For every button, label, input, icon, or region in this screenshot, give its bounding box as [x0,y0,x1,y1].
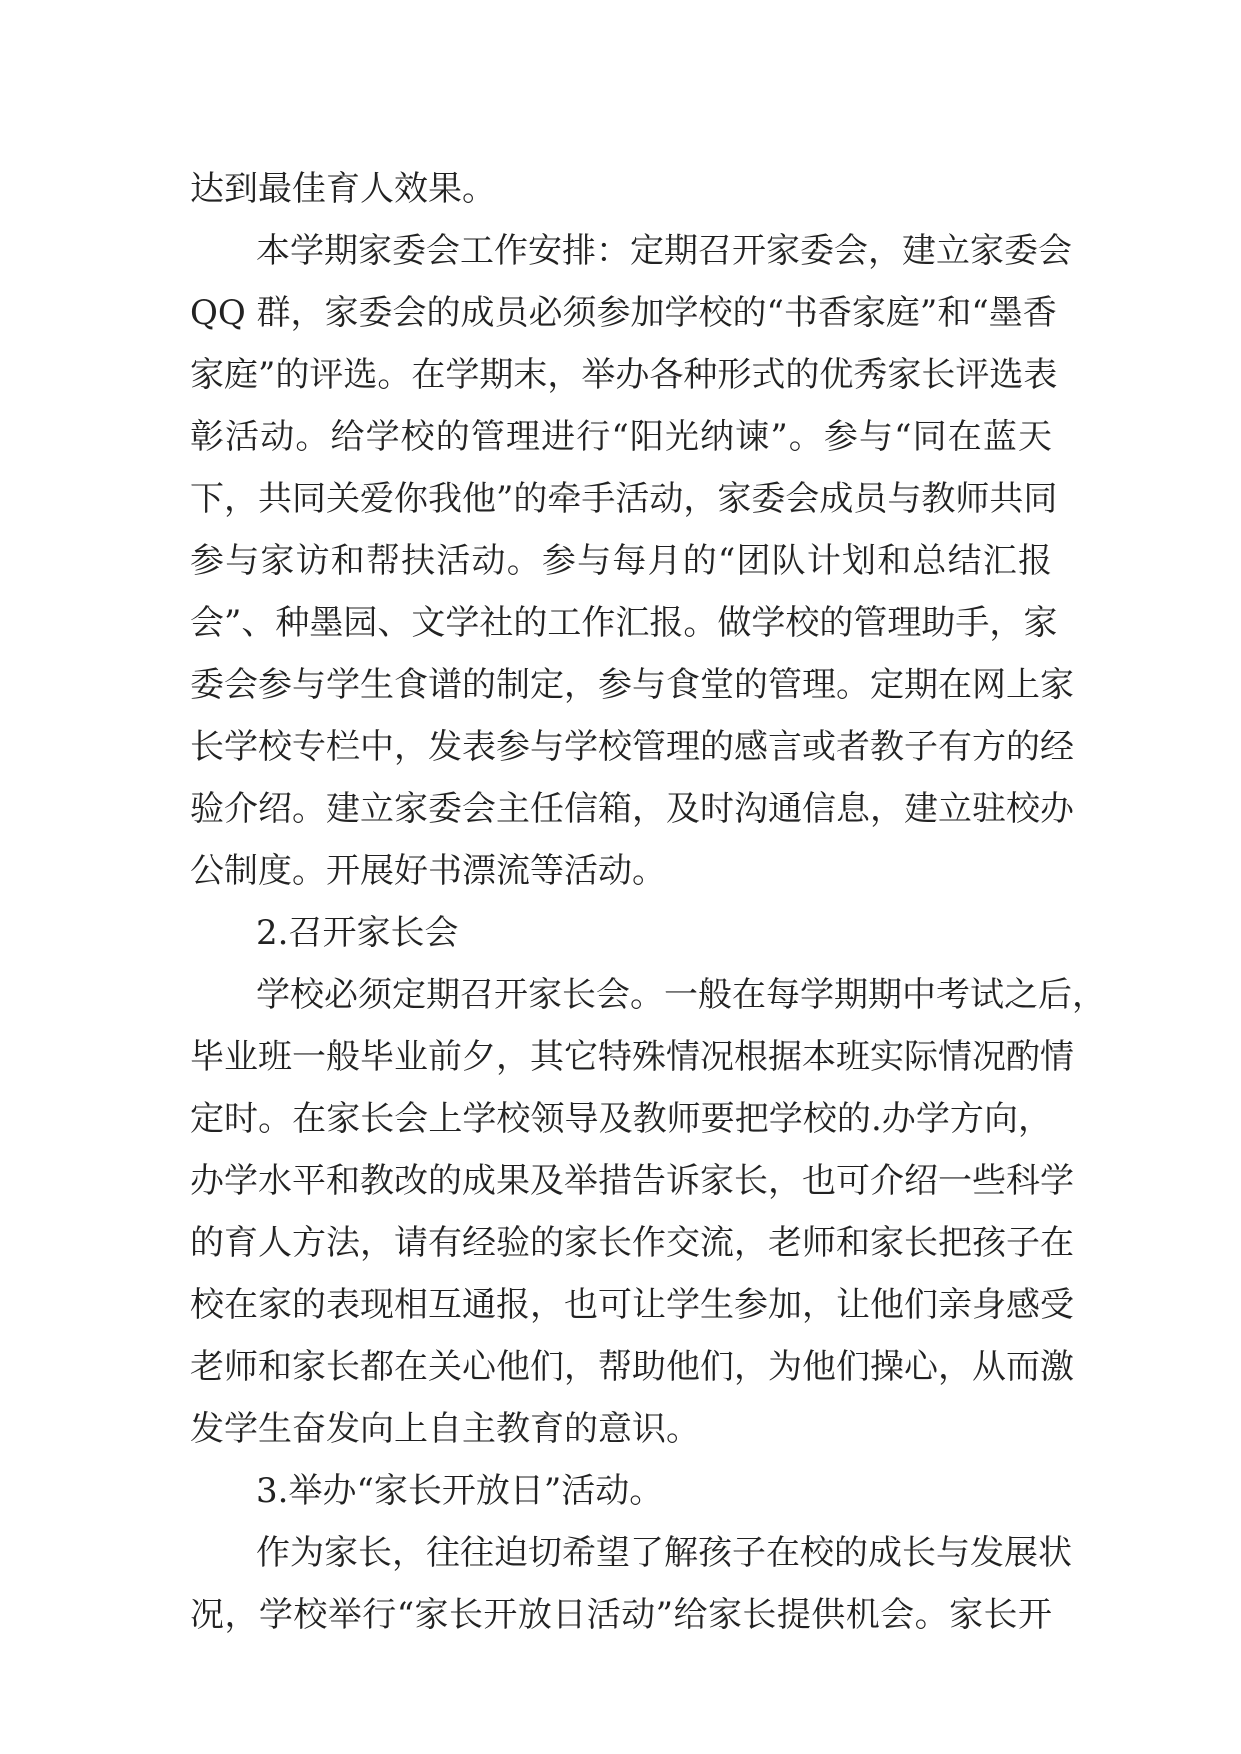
text-line: 达到最佳育人效果。 [190,169,496,209]
text-line: 发学生奋发向上自主教育的意识。 [190,1409,700,1449]
text-line: QQ 群，家委会的成员必须参加学校的“书香家庭”和“墨香 [190,293,1057,333]
paragraph [190,1522,1072,1646]
paragraph [190,158,1052,220]
text-line: 2.召开家长会 [256,913,459,953]
text-line: 委会参与学生食谱的制定，参与食堂的管理。定期在网上家 [190,665,1074,705]
text-line: 验介绍。建立家委会主任信箱，及时沟通信息，建立驻校办 [190,789,1074,829]
text-line: 的育人方法，请有经验的家长作交流，老师和家长把孩子在 [190,1223,1074,1263]
text-line: 彰活动。给学校的管理进行“阳光纳谏”。参与“同在蓝天 [190,417,1052,457]
document-page [190,158,1106,1646]
text-line: 学校必须定期召开家长会。一般在每学期期中考试之后， [256,975,1106,1015]
section-heading [190,902,1052,964]
text-line: 本学期家委会工作安排：定期召开家委会，建立家委会 [256,231,1072,271]
text-line: 家庭”的评选。在学期末，举办各种形式的优秀家长评选表 [190,355,1058,395]
text-line: 定时。在家长会上学校领导及教师要把学校的.办学方向， [190,1099,1052,1139]
text-line: 作为家长，往往迫切希望了解孩子在校的成长与发展状 [256,1533,1072,1573]
text-line: 会”、种墨园、文学社的工作汇报。做学校的管理助手，家 [190,603,1058,643]
section-heading [190,1460,1052,1522]
paragraph [190,220,1074,902]
text-line: 下，共同关爱你我他”的牵手活动，家委会成员与教师共同 [190,479,1058,519]
paragraph [190,964,1106,1460]
text-line: 况，学校举行“家长开放日活动”给家长提供机会。家长开 [190,1595,1052,1635]
text-line: 长学校专栏中，发表参与学校管理的感言或者教子有方的经 [190,727,1074,767]
text-line: 毕业班一般毕业前夕，其它特殊情况根据本班实际情况酌情 [190,1037,1074,1077]
text-line: 参与家访和帮扶活动。参与每月的“团队计划和总结汇报 [190,541,1052,581]
text-line: 办学水平和教改的成果及举措告诉家长，也可介绍一些科学 [190,1161,1074,1201]
text-line: 公制度。开展好书漂流等活动。 [190,851,666,891]
text-line: 老师和家长都在关心他们，帮助他们，为他们操心，从而激 [190,1347,1074,1387]
text-line: 3.举办“家长开放日”活动。 [256,1471,664,1511]
text-line: 校在家的表现相互通报，也可让学生参加，让他们亲身感受 [190,1285,1074,1325]
